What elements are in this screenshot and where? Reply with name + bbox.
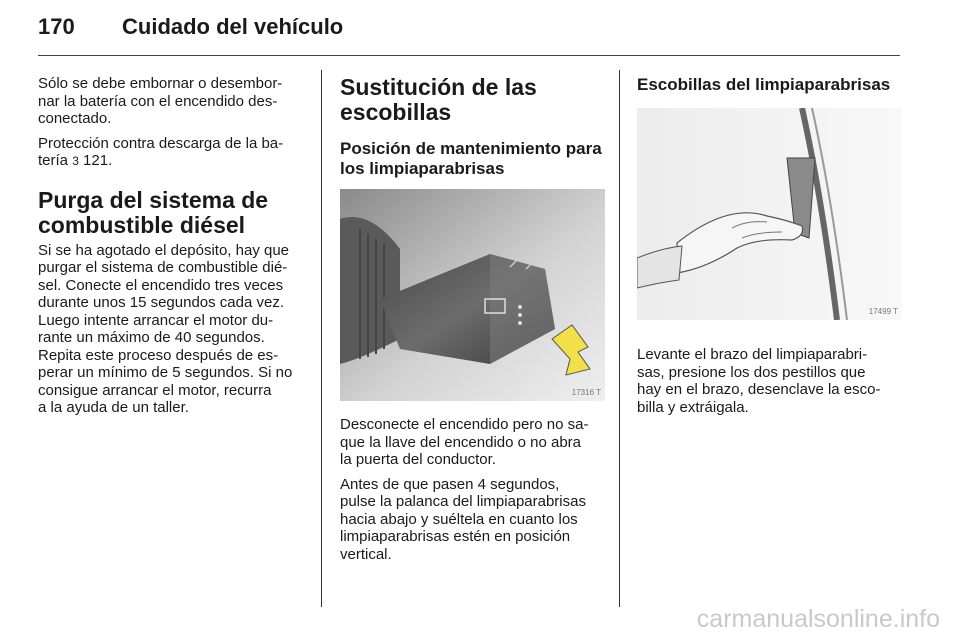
wiper-stalk-figure xyxy=(340,189,605,401)
wiper-blade-figure xyxy=(637,108,902,320)
column-3 xyxy=(637,75,902,423)
figure-code: 17316 T xyxy=(571,388,601,397)
page-reference-icon: 3 xyxy=(72,154,79,168)
figure-code: 17499 T xyxy=(868,307,898,316)
column-divider-1 xyxy=(321,70,322,607)
fuel-bleed-heading: Purga del sistema de combustible diésel xyxy=(38,186,269,238)
header-rule xyxy=(38,55,900,56)
watermark: carmanualsonline.info xyxy=(696,605,940,633)
discharge-protection-text: Protección contra descarga de la ba- tería xyxy=(38,134,284,169)
page-number: 170 xyxy=(38,14,75,39)
fuel-bleed-paragraph: Si se ha agotado el depósito, hay que purgar el sistema de combustible dié- sel. Conecte el encendido tres veces durante unos 15 segundos cada vez. Luego intente arrancar el motor du- rante un máximo de 40 segundos. Repita este proceso después de es- perar un mínimo de 5 segundos. Si no consigue arrancar el motor, recurra a la ayuda de un taller. xyxy=(38,241,293,416)
discharge-protection-paragraph xyxy=(38,135,308,171)
blade-removal-paragraph: Levante el brazo del limpiaparabri- sas, presione los dos pestillos que hay en el brazo, desenclave la esco- billa y extráigala. xyxy=(637,346,881,416)
column-divider-2 xyxy=(619,70,620,607)
ignition-instruction-paragraph: Desconecte el encendido pero no sa- que la llave del encendido o no abra la puerta del conductor. xyxy=(340,416,589,468)
stalk-instruction-paragraph: Antes de que pasen 4 segundos, pulse la palanca del limpiaparabrisas hacia abajo y suéltela en cuanto los limpiaparabrisas estén en posición vertical. xyxy=(340,475,586,563)
wiper-stalk-illustration xyxy=(340,189,605,401)
section-title: Cuidado del vehículo xyxy=(122,14,344,39)
column-1 xyxy=(38,75,308,424)
page-reference-number: 121. xyxy=(78,152,113,169)
wiper-replacement-heading: Sustitución de las escobillas xyxy=(340,74,537,125)
wiper-blades-subheading: Escobillas del limpiaparabrisas xyxy=(637,75,891,94)
wiper-blade-illustration xyxy=(637,108,902,320)
battery-note-paragraph: Sólo se debe embornar o desembor- nar la batería con el encendido des- conectado. xyxy=(38,75,283,127)
column-2 xyxy=(340,75,605,570)
maintenance-position-subheading: Posición de mantenimiento para los limpiaparabrisas xyxy=(340,139,602,178)
